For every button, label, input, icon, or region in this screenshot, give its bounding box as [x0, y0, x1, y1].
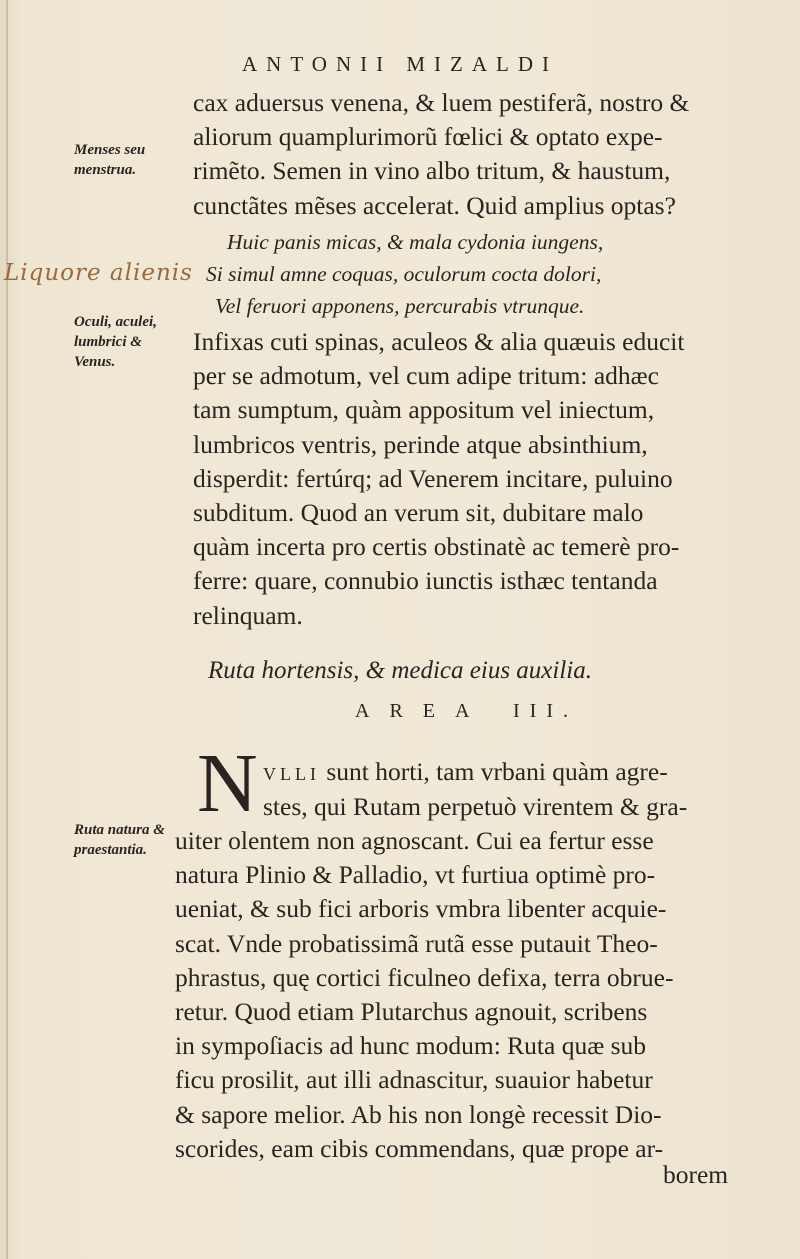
text-line: retur. Quod etiam Plutarchus agnouit, scribens: [175, 997, 648, 1027]
text-line: & sapore melior. Ab his non longè recessit Dio-: [175, 1099, 662, 1129]
text-line: in sympoſiacis ad hunc modum: Ruta quæ sub: [175, 1031, 647, 1061]
verse-line: Huic panis micas, & mala cydonia iungens,: [227, 230, 604, 254]
body-text-bottom: [175, 824, 768, 1166]
text-line: phrastus, quę cortici ficulneo defixa, terra obrue-: [175, 962, 674, 992]
verse-line: Vel feruori apponens, percurabis vtrunque.: [215, 294, 585, 318]
first-line: [263, 757, 668, 787]
text-line: stes, qui Rutam perpetuò virentem & gra-: [263, 792, 688, 821]
running-header: ANTONII MIZALDI: [242, 52, 558, 76]
body-text-indented: [263, 790, 768, 824]
drop-cap: N: [197, 737, 258, 830]
text-line: natura Plinio & Palladio, vt furtiua optimè pro-: [175, 860, 656, 890]
section-title: Ruta hortensis, & medica eius auxilia.: [208, 657, 592, 684]
first-word-smallcaps: VLLI: [263, 764, 320, 784]
text-line: subditum. Quod an verum sit, dubitare malo: [193, 498, 644, 528]
text-line: tam sumptum, quàm appositum vel iniectum,: [193, 395, 655, 425]
text-line: uiter olentem non agnoscant. Cui ea fertur esse: [175, 826, 654, 855]
text-line: cax aduersus venena, & luem pestiferã, nostro &: [193, 88, 690, 117]
text-line: ferre: quare, connubio iunctis isthæc tentanda: [193, 566, 658, 596]
text-line: relinquam.: [193, 600, 303, 630]
text-line: lumbricos ventris, perinde atque absinthium,: [193, 429, 648, 459]
text-line: disperdit: fertúrq; ad Venerem incitare, puluino: [193, 463, 673, 493]
margin-note-menses: Menses seu menstrua.: [74, 142, 146, 178]
first-line-text: sunt horti, tam vrbani quàm agre-: [326, 757, 668, 786]
body-text-middle: [193, 325, 768, 633]
text-line: rimẽto. Semen in vino albo tritum, & haustum,: [193, 156, 671, 186]
area-label: AREA: [355, 700, 490, 722]
text-line: ficu prosilit, aut illi adnascitur, suauior habetur: [175, 1065, 653, 1095]
area-number: III.: [513, 700, 578, 722]
verse-line: Si simul amne coquas, oculorum cocta dolori,: [206, 262, 602, 286]
text-line: aliorum quamplurimorũ fœlici & optato expe-: [193, 122, 663, 152]
body-text-top: [193, 86, 768, 223]
text-line: ueniat, & sub fici arboris vmbra libenter acquie-: [175, 894, 667, 924]
text-line: scat. Vnde probatissimã rutã esse putauit Theo-: [175, 928, 658, 958]
page-gutter: [6, 0, 8, 1259]
text-line: Infixas cuti spinas, aculeos & alia quæuis educit: [193, 327, 685, 356]
text-line: quàm incerta pro certis obstinatè ac temerè pro-: [193, 532, 680, 562]
margin-note-ruta: Ruta natura & praestantia.: [74, 822, 165, 858]
margin-note-oculi: Oculi, aculei, lumbrici & Venus.: [74, 314, 157, 370]
text-line: scorides, eam cibis commendans, quæ prope ar-: [175, 1133, 664, 1163]
text-line: cunctãtes mẽses accelerat. Quid amplius optas?: [193, 190, 676, 220]
text-line: per se admotum, vel cum adipe tritum: adhæc: [193, 361, 659, 391]
catchword: borem: [663, 1160, 729, 1189]
handwritten-annotation: Liquore alienis: [4, 260, 193, 286]
